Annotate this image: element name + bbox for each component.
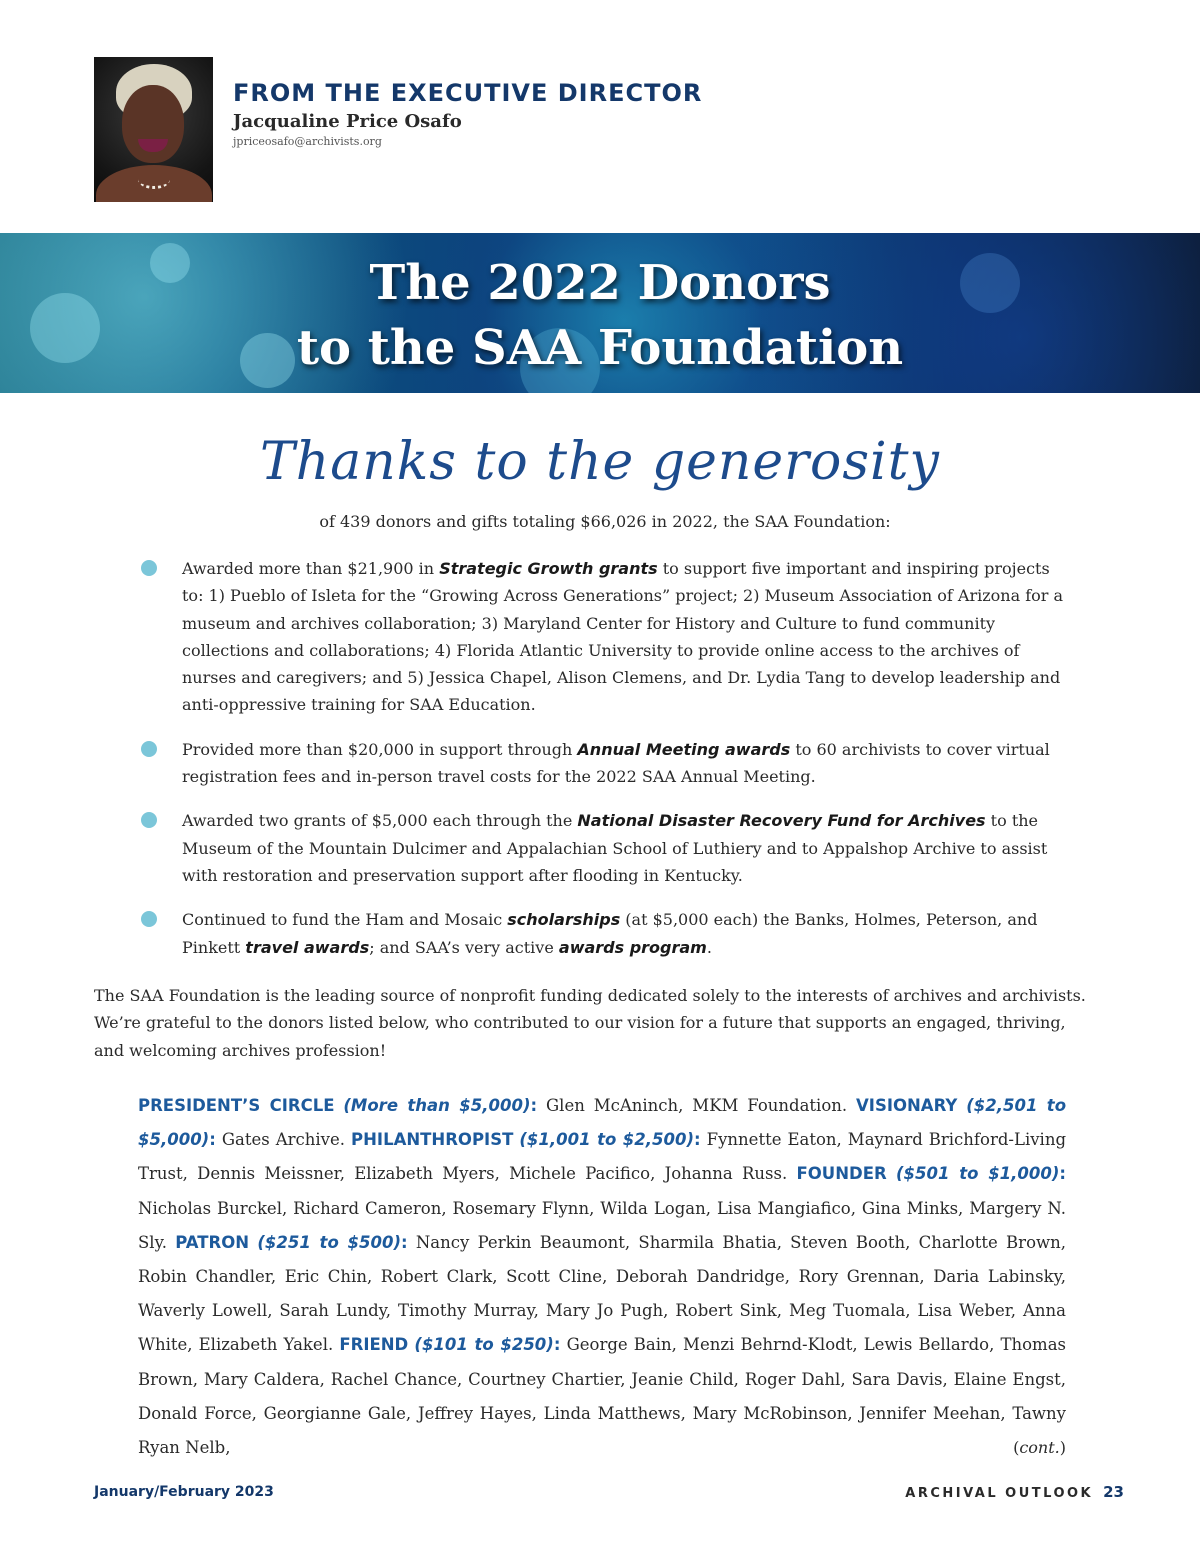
- page-number: 23: [1103, 1483, 1124, 1501]
- donor-range: (More than $5,000): [343, 1096, 531, 1115]
- title-line-2: to the SAA Foundation: [296, 320, 904, 376]
- donor-names: Glen McAninch, MKM Foundation.: [546, 1096, 848, 1115]
- script-heading: Thanks to the generosity: [260, 432, 940, 492]
- donor-names: Nancy Perkin Beaumont, Sharmila Bhatia, Steven Booth, Charlotte Brown, Robin Chandler, Eric Chin, Robert Clark, Scott Cline, Deborah Dandridge, Rory Grennan, Daria Labinsky, Waverly Lowell, Sarah Lundy, Timothy Murray, Mary Jo Pugh, Robert Sink, Meg Tuomala, Lisa Weber, Anna White, Elizabeth Yakel.: [138, 1232, 1066, 1355]
- donor-list: PRESIDENT’S CIRCLE (More than $5,000): Glen McAninch, MKM Foundation. VISIONARY ($2,501 to $5,000): Gates Archive. PHILANTHROPIST ($1,001 to $2,500): Fynnette Eaton, Maynard Brichford-Living Trust, Dennis Meissner, Elizabeth Myers, Michele Pacifico, Johanna Russ. FOUNDER ($501 to $1,000): Nicholas Burckel, Richard Cameron, Rosemary Flynn, Wilda Logan, Lisa Mangiafico, Gina Minks, Margery N. Sly. PATRON ($251 to $500): Nancy Perkin Beaumont, Sharmila Bhatia, Steven Booth, Charlotte Brown, Robin Chandler, Eric Chin, Robert Clark, Scott Cline, Deborah Dandridge, Rory Grennan, Daria Labinsky, Waverly Lowell, Sarah Lundy, Timothy Murray, Mary Jo Pugh, Robert Sink, Meg Tuomala, Lisa Weber, Anna White, Elizabeth Yakel. FRIEND ($101 to $250): George Bain, Menzi Behrnd-Klodt, Lewis Bellardo, Thomas Brown, Mary Caldera, Rachel Chance, Courtney Chartier, Jeanie Child, Roger Dahl, Sara Davis, Elaine Engst, Donald Force, Georgianne Gale, Jeffrey Hayes, Linda Matthews, Mary McRobinson, Jennifer Meehan, Tawny Ryan Nelb,: [138, 1096, 1067, 1458]
- donor-level: PATRON: [175, 1232, 250, 1252]
- continued-note: (cont.): [1013, 1438, 1066, 1457]
- intro-subline: of 439 donors and gifts totaling $66,026 in 2022, the SAA Foundation:: [319, 512, 891, 531]
- list-item: Continued to fund the Ham and Mosaic scholarships (at $5,000 each) the Banks, Holmes, Peterson, and Pinkett travel awards; and SAA’s very active awards program.: [140, 906, 1070, 961]
- section-title: FROM THE EXECUTIVE DIRECTOR: [233, 79, 703, 107]
- donor-level: FOUNDER: [796, 1164, 887, 1184]
- donor-range: ($1,001 to $2,500): [519, 1130, 695, 1150]
- director-photo: [94, 57, 213, 202]
- list-item: Awarded more than $21,900 in Strategic Growth grants to support five important and inspiring projects to: 1) Pueblo of Isleta for the “Growing Across Generations” project; 2) Museum Association of Arizona for a museum and archives collaboration; 3) Maryland Center for History and Culture to fund community collections and collaborations; 4) Florida Atlantic University to provide online access to the archives of nurses and caregivers; and 5) Jessica Chapel, Alison Clemens, and Dr. Lydia Tang to develop leadership and anti-oppressive training for SAA Education.: [140, 555, 1070, 719]
- bullet-dot: [141, 741, 157, 757]
- donor-names: George Bain, Menzi Behrnd-Klodt, Lewis Bellardo, Thomas Brown, Mary Caldera, Rachel Chance, Courtney Chartier, Jeanie Child, Roger Dahl, Sara Davis, Elaine Engst, Donald Force, Georgianne Gale, Jeffrey Hayes, Linda Matthews, Mary McRobinson, Jennifer Meehan, Tawny Ryan Nelb,: [138, 1335, 1066, 1458]
- issue-date: January/February 2023: [94, 1484, 274, 1500]
- donor-range: ($501 to $1,000): [895, 1164, 1060, 1184]
- donor-range: ($101 to $250): [414, 1335, 554, 1355]
- bullet-dot: [141, 911, 157, 927]
- donor-level: FRIEND: [339, 1335, 409, 1355]
- foundation-paragraph: The SAA Foundation is the leading source of nonprofit funding dedicated solely to the interests of archives and archivists. We’re grateful to the donors listed below, who contributed to our vision for a future that supports an engaged, thriving, and welcoming archives profession!: [94, 986, 1086, 1060]
- publication-name: ARCHIVAL OUTLOOK: [905, 1486, 1094, 1501]
- donor-names: Gates Archive.: [221, 1130, 346, 1150]
- donor-level: PRESIDENT’S CIRCLE: [138, 1096, 335, 1115]
- bullet-dot: [141, 560, 157, 576]
- title-banner: [0, 233, 1200, 393]
- donor-names: Nicholas Burckel, Richard Cameron, Rosemary Flynn, Wilda Logan, Lisa Mangiafico, Gina Minks, Margery N. Sly.: [138, 1198, 1066, 1252]
- list-item: Provided more than $20,000 in support through Annual Meeting awards to 60 archivists to cover virtual registration fees and in-person travel costs for the 2022 SAA Annual Meeting.: [140, 736, 1070, 791]
- donor-range: ($251 to $500): [257, 1232, 401, 1252]
- donor-names: Fynnette Eaton, Maynard Brichford-Living Trust, Dennis Meissner, Elizabeth Myers, Michele Pacifico, Johanna Russ.: [138, 1130, 1067, 1184]
- list-item: Awarded two grants of $5,000 each through the National Disaster Recovery Fund for Archives to the Museum of the Mountain Dulcimer and Appalachian School of Luthiery and to Appalshop Archive to assist with restoration and preservation support after flooding in Kentucky.: [140, 807, 1070, 889]
- page-title: [0, 251, 1200, 381]
- bullet-dot: [141, 812, 157, 828]
- accomplishments-list: [140, 555, 1070, 961]
- director-name: Jacqualine Price Osafo: [233, 111, 462, 132]
- donor-range: ($2,501 to $5,000): [138, 1096, 1067, 1150]
- donor-level: PHILANTHROPIST: [351, 1130, 514, 1150]
- publication-footer: [905, 1483, 1124, 1501]
- title-line-1: The 2022 Donors: [369, 255, 831, 311]
- director-email: jpriceosafo@archivists.org: [233, 135, 382, 148]
- executive-director-header: [94, 57, 1094, 203]
- donor-level: VISIONARY: [856, 1096, 958, 1115]
